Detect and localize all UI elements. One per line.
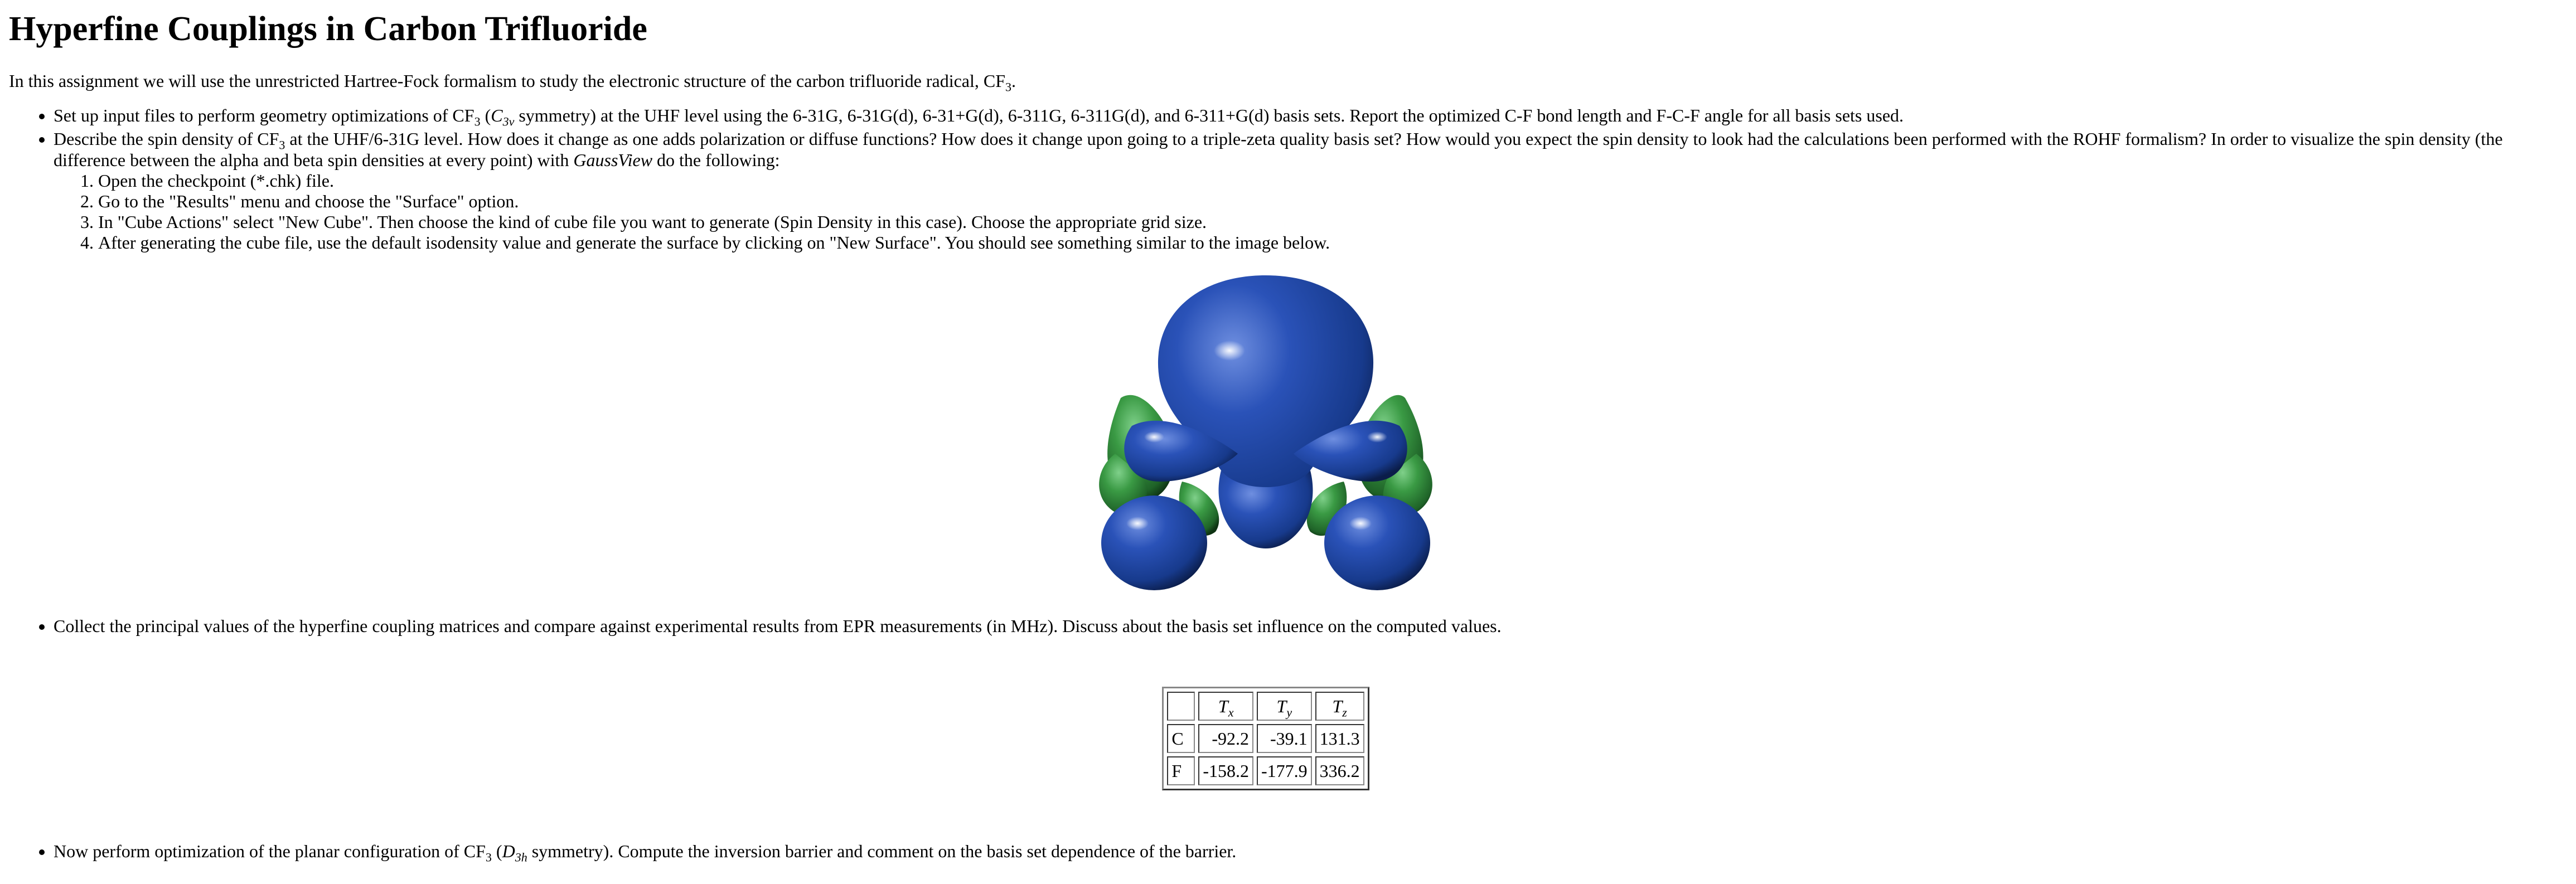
task-list <box>9 105 2567 253</box>
task1-text-c: symmetry) at the UHF level using the 6-31G, 6-31G(d), 6-31+G(d), 6-311G, 6-311G(d), and 6-311+G(d) basis sets. Report the optimized C-F bond length and F-C-F angle for all basis sets used. <box>514 105 1904 125</box>
table-cell: -158.2 <box>1198 756 1253 785</box>
task4-text-a: Now perform optimization of the planar configuration of CF <box>54 841 486 861</box>
table-cell: 336.2 <box>1315 756 1364 785</box>
task2-text-b: at the UHF/6-31G level. How does it change as one adds polarization or diffuse functions? How does it change upon going to a triple-zeta quality basis set? How would you expect the spin density to look had the calculations been performed with the ROHF formalism? In order to visualize the spin density (the difference between the alpha and beta spin densities at every point) with <box>54 129 2503 170</box>
spin-density-figure <box>0 270 2567 599</box>
table-cell: -39.1 <box>1257 724 1312 753</box>
task2-app-name: GaussView <box>573 150 653 170</box>
table-cell: -92.2 <box>1198 724 1253 753</box>
task2-sub: 3 <box>279 138 285 152</box>
task4-symmetry: D <box>502 841 515 861</box>
task4-symmetry-sub: 3h <box>515 850 527 864</box>
step-item: 4. After generating the cube file, use the default isodensity value and generate the surface by clicking on "New Surface". You should see something similar to the image below. <box>98 232 2567 253</box>
table-cell: 131.3 <box>1315 724 1364 753</box>
step-item: 3. In "Cube Actions" select "New Cube". Then choose the kind of cube file you want to generate (Spin Density in this case). Choose the appropriate grid size. <box>98 212 2567 232</box>
table-row-label: C <box>1167 724 1195 753</box>
steps-list <box>54 171 2567 253</box>
blue-lobe-bottom-right <box>1324 496 1430 590</box>
table-row <box>1167 724 1364 753</box>
task4-text-c: symmetry). Compute the inversion barrier and comment on the basis set dependence of the barrier. <box>527 841 1237 861</box>
task-item-spin-density <box>54 128 2567 253</box>
task4-text-b: ( <box>491 841 502 861</box>
task-item-planar <box>54 841 2567 862</box>
task-item-hyperfine: • Collect the principal values of the hyperfine coupling matrices and compare against experimental results from EPR measurements (in MHz). Discuss about the basis set influence on the computed values. <box>54 615 2567 637</box>
spin-density-image <box>1082 270 1450 599</box>
intro-paragraph <box>9 70 2567 94</box>
step-item: 2. Go to the "Results" menu and choose the "Surface" option. <box>98 191 2567 212</box>
table-header-tz: $T_z$ <box>1315 692 1364 721</box>
table-header-row <box>1167 692 1364 721</box>
task2-text-a: Describe the spin density of CF <box>54 129 279 149</box>
intro-subscript: 3 <box>1005 80 1012 94</box>
task1-symmetry: C <box>491 105 503 125</box>
task1-text-a: Set up input files to perform geometry optimizations of CF <box>54 105 474 125</box>
task1-text-b: ( <box>480 105 491 125</box>
task-list-final <box>9 841 2567 862</box>
table-row-label: F <box>1167 756 1195 785</box>
step-item: 1. Open the checkpoint (*.chk) file. <box>98 171 2567 191</box>
task4-sub: 3 <box>485 850 492 864</box>
table-header-ty: $T_y$ <box>1257 692 1312 721</box>
table-corner-cell <box>1167 692 1195 721</box>
blue-lobe-bottom-left <box>1101 496 1207 590</box>
table-cell: -177.9 <box>1257 756 1312 785</box>
hyperfine-table-wrapper <box>0 687 2567 790</box>
table-header-tx: $T_x$ <box>1198 692 1253 721</box>
page-title: Hyperfine Couplings in Carbon Trifluoride <box>9 10 647 48</box>
intro-end: . <box>1011 71 1016 91</box>
intro-text: In this assignment we will use the unrestricted Hartree-Fock formalism to study the electronic structure of the carbon trifluoride radical, CF <box>9 71 1006 91</box>
task1-symmetry-sub: 3v <box>502 114 515 129</box>
task-list-continued <box>9 615 2567 637</box>
hyperfine-table <box>1162 687 1369 790</box>
task2-text-c: do the following: <box>652 150 780 170</box>
task1-sub: 3 <box>474 114 481 129</box>
table-row <box>1167 756 1364 785</box>
task-item-geometry <box>54 105 2567 129</box>
